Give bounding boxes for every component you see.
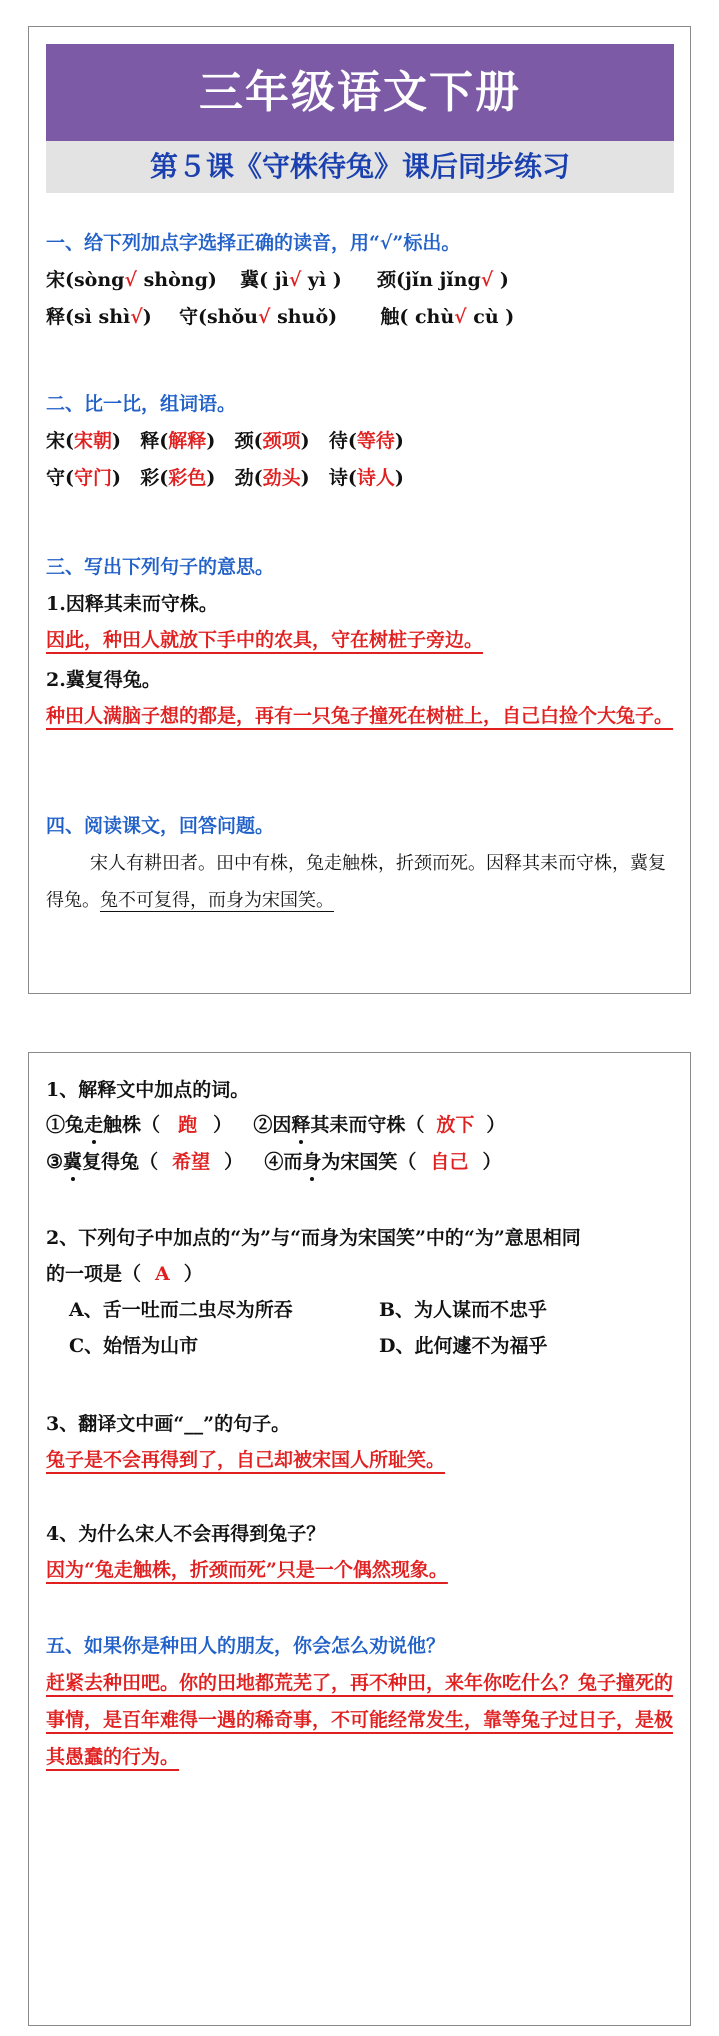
q3-answer: 兔子是不会再得到了，自己却被宋国人所耻笑。 bbox=[46, 1449, 446, 1471]
lesson-subtitle: 第５课《守株待兔》课后同步练习 bbox=[46, 141, 674, 193]
underlined-sentence: 兔不可复得，而身为宋国笑。 bbox=[100, 890, 334, 911]
section5-heading: 五、如果你是种田人的朋友，你会怎么劝说他？ bbox=[46, 1635, 446, 1657]
word-item: 宋(宋朝) bbox=[46, 430, 122, 452]
option-d: D、此何遽不为福乎 bbox=[379, 1335, 548, 1357]
section2-heading: 二、比一比，组词语。 bbox=[46, 393, 237, 415]
page-title: 三年级语文下册 bbox=[46, 44, 674, 141]
q2-heading-line2: 的一项是（ A ） bbox=[46, 1263, 203, 1285]
check-mark-icon: √ bbox=[454, 306, 467, 328]
check-mark-icon: √ bbox=[480, 269, 494, 291]
word-item: 释(解释) bbox=[140, 430, 216, 452]
q2-heading-line1: 2、下列句子中加点的“为”与“而身为宋国笑”中的“为”意思相同 bbox=[46, 1227, 581, 1249]
check-mark-icon: √ bbox=[258, 306, 271, 328]
section1-heading: 一、给下列加点字选择正确的读音，用“√”标出。 bbox=[46, 232, 461, 254]
option-c: C、始悟为山市 bbox=[69, 1335, 199, 1357]
pinyin-item: 守(shǒu√ shuǒ) bbox=[179, 306, 338, 328]
answer-word: 希望 bbox=[172, 1151, 211, 1173]
word-item: 诗(诗人) bbox=[328, 467, 404, 489]
q1-items-row-1 bbox=[46, 1112, 680, 1138]
q2-options-row-2 bbox=[69, 1333, 680, 1359]
option-b: B、为人谋而不忠乎 bbox=[379, 1299, 548, 1321]
option-a: A、舌一吐而二虫尽为所吞 bbox=[69, 1299, 293, 1321]
q2-options-row-1 bbox=[69, 1297, 680, 1323]
define-item: ②因释其耒而守株（ 放下 ） bbox=[253, 1114, 506, 1136]
section4-heading: 四、阅读课文，回答问题。 bbox=[46, 815, 275, 837]
question-3-2: 2.冀复得兔。 bbox=[46, 669, 161, 691]
word-item: 待(等待) bbox=[328, 430, 404, 452]
word-row-1 bbox=[46, 428, 680, 454]
word-row-2 bbox=[46, 465, 680, 491]
check-mark-icon: √ bbox=[288, 269, 302, 291]
word-item: 劲(劲头) bbox=[234, 467, 310, 489]
q2-answer: A bbox=[155, 1263, 170, 1285]
pinyin-item: 颈(jǐn jǐng√ ) bbox=[377, 269, 509, 291]
pinyin-row-1 bbox=[46, 267, 680, 293]
section3-heading: 三、写出下列句子的意思。 bbox=[46, 556, 275, 578]
q4-answer: 因为“兔走触株，折颈而死”只是一个偶然现象。 bbox=[46, 1559, 448, 1581]
answer-word: 跑 bbox=[178, 1114, 198, 1136]
q3-heading: 3、翻译文中画“__”的句子。 bbox=[46, 1413, 291, 1435]
answer-word: 放下 bbox=[436, 1114, 475, 1136]
define-item: ③冀复得兔（ 希望 ） bbox=[46, 1151, 244, 1173]
word-item: 守(守门) bbox=[46, 467, 122, 489]
section5-answer: 赶紧去种田吧。你的田地都荒芜了，再不种田，来年你吃什么？兔子撞死的事情，是百年难得一遇的稀奇事，不可能经常发生，靠等兔子过日子，是极其愚蠢的行为。 bbox=[46, 1672, 674, 1768]
answer-3-2: 种田人满脑子想的都是，再有一只兔子撞死在树桩上，自己白捡个大兔子。 bbox=[46, 705, 674, 727]
answer-3-1: 因此，种田人就放下手中的农具，守在树桩子旁边。 bbox=[46, 629, 484, 651]
q4-heading: 4、为什么宋人不会再得到兔子？ bbox=[46, 1523, 326, 1545]
define-item: ①兔走触株（ 跑 ） bbox=[46, 1114, 233, 1136]
check-mark-icon: √ bbox=[124, 269, 137, 291]
q1-heading: 1、解释文中加点的词。 bbox=[46, 1079, 250, 1101]
define-item: ④而身为宋国笑（ 自己 ） bbox=[264, 1151, 502, 1173]
word-item: 彩(彩色) bbox=[140, 467, 216, 489]
answer-word: 自己 bbox=[430, 1151, 469, 1173]
worksheet-page-2 bbox=[28, 1052, 691, 2026]
reading-passage: 宋人有耕田者。田中有株，兔走触株，折颈而死。因释其耒而守株，冀复得兔。兔不可复得，而身为宋国笑。 bbox=[46, 853, 666, 911]
pinyin-item: 触( chù√ cù ) bbox=[380, 306, 515, 328]
pinyin-item: 释(sì shì√) bbox=[46, 306, 152, 328]
worksheet-page-1 bbox=[28, 26, 691, 994]
word-item: 颈(颈项) bbox=[234, 430, 310, 452]
pinyin-item: 冀( jì√ yì ) bbox=[240, 269, 342, 291]
q1-items-row-2 bbox=[46, 1149, 680, 1175]
pinyin-item: 宋(sòng√ shòng) bbox=[46, 269, 217, 291]
question-3-1: 1.因释其耒而守株。 bbox=[46, 593, 218, 615]
check-mark-icon: √ bbox=[130, 306, 143, 328]
pinyin-row-2 bbox=[46, 304, 680, 330]
